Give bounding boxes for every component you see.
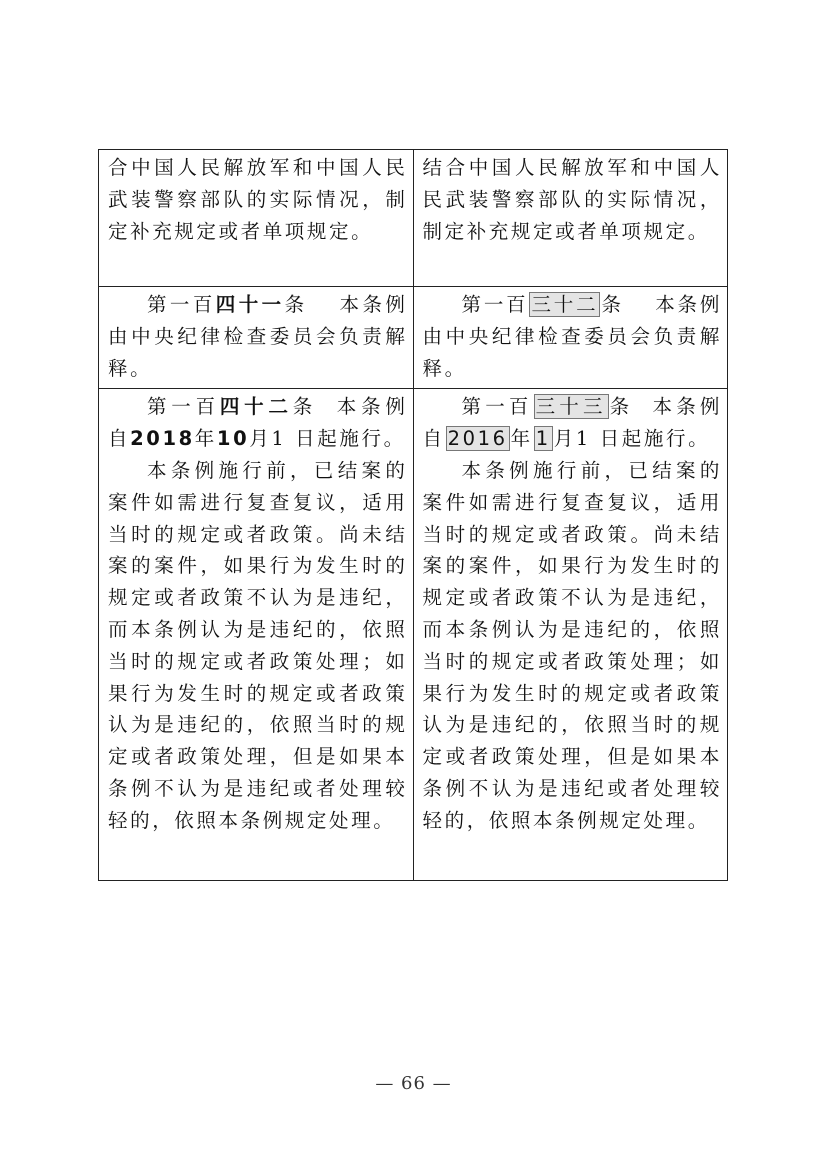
old-text-cell	[99, 150, 414, 287]
article-number: 四十一	[215, 293, 285, 316]
article-prefix: 第一百	[147, 395, 220, 419]
new-clause-text: 结合中国人民解放军和中国人民武装警察部队的实际情况，制定补充规定或者单项规定。	[422, 156, 722, 243]
article-prefix: 第一百	[461, 395, 533, 419]
effective-day: 1 日起施行。	[271, 427, 406, 451]
effective-day: 1 日起施行。	[575, 427, 711, 451]
table-row	[99, 287, 728, 389]
article-suffix: 条	[609, 395, 634, 419]
article-body: 本条例由中央纪律检查委员会负责解释。	[422, 293, 722, 380]
month-char: 月	[553, 427, 576, 451]
article-suffix: 条	[292, 395, 318, 419]
effective-year: 2018	[130, 427, 195, 451]
old-text-cell	[99, 389, 414, 881]
page-number: — 66 —	[375, 1073, 452, 1094]
table-row	[99, 150, 728, 287]
article-prefix: 第一百	[461, 293, 529, 316]
article-body: 本条例由中央纪律检查委员会负责解释。	[108, 293, 408, 380]
old-article-141	[108, 289, 408, 384]
changed-effective-month: 1	[535, 427, 551, 451]
year-char: 年	[194, 427, 217, 451]
date-prefix: 自	[108, 427, 131, 451]
new-article-132	[423, 289, 723, 384]
date-prefix: 自	[422, 427, 445, 451]
effective-month: 10	[216, 427, 250, 451]
article-suffix: 条	[601, 293, 624, 316]
article-number: 四十二	[219, 395, 293, 419]
new-text-cell	[413, 150, 728, 287]
old-clause-text: 合中国人民解放军和中国人民武装警察部队的实际情况，制定补充规定或者单项规定。	[108, 156, 408, 243]
year-char: 年	[510, 427, 533, 451]
old-article-142	[108, 391, 408, 455]
old-text-cell	[99, 287, 414, 389]
month-char: 月	[249, 427, 272, 451]
article-body: 本条例	[650, 395, 722, 419]
changed-article-number: 三十二	[531, 293, 599, 316]
article-suffix: 条	[284, 293, 308, 316]
article-body: 本条例	[334, 395, 408, 419]
new-text-cell	[413, 389, 728, 881]
changed-effective-year: 2016	[447, 427, 508, 451]
comparison-table	[98, 149, 728, 881]
old-transition-paragraph: 本条例施行前，已结案的案件如需进行复查复议，适用当时的规定或者政策。尚未结案的案件，如果行为发生时的规定或者政策不认为是违纪，而本条例认为是违纪的，依照当时的规定或者政策处理；如果行为发生时的规定或者政策认为是违纪的，依照当时的规定或者政策处理，但是如果本条例不认为是违纪或者处理较轻的，依照本条例规定处理。	[108, 458, 408, 832]
article-prefix: 第一百	[147, 293, 216, 316]
changed-article-number: 三十三	[535, 395, 607, 419]
new-text-cell	[413, 287, 728, 389]
new-transition-paragraph: 本条例施行前，已结案的案件如需进行复查复议，适用当时的规定或者政策。尚未结案的案件，如果行为发生时的规定或者政策不认为是违纪，而本条例认为是违纪的，依照当时的规定或者政策处理；如果行为发生时的规定或者政策认为是违纪的，依照当时的规定或者政策处理，但是如果本条例不认为是违纪或者处理较轻的，依照本条例规定处理。	[422, 458, 722, 832]
table-row	[99, 389, 728, 881]
new-article-133	[423, 391, 723, 455]
